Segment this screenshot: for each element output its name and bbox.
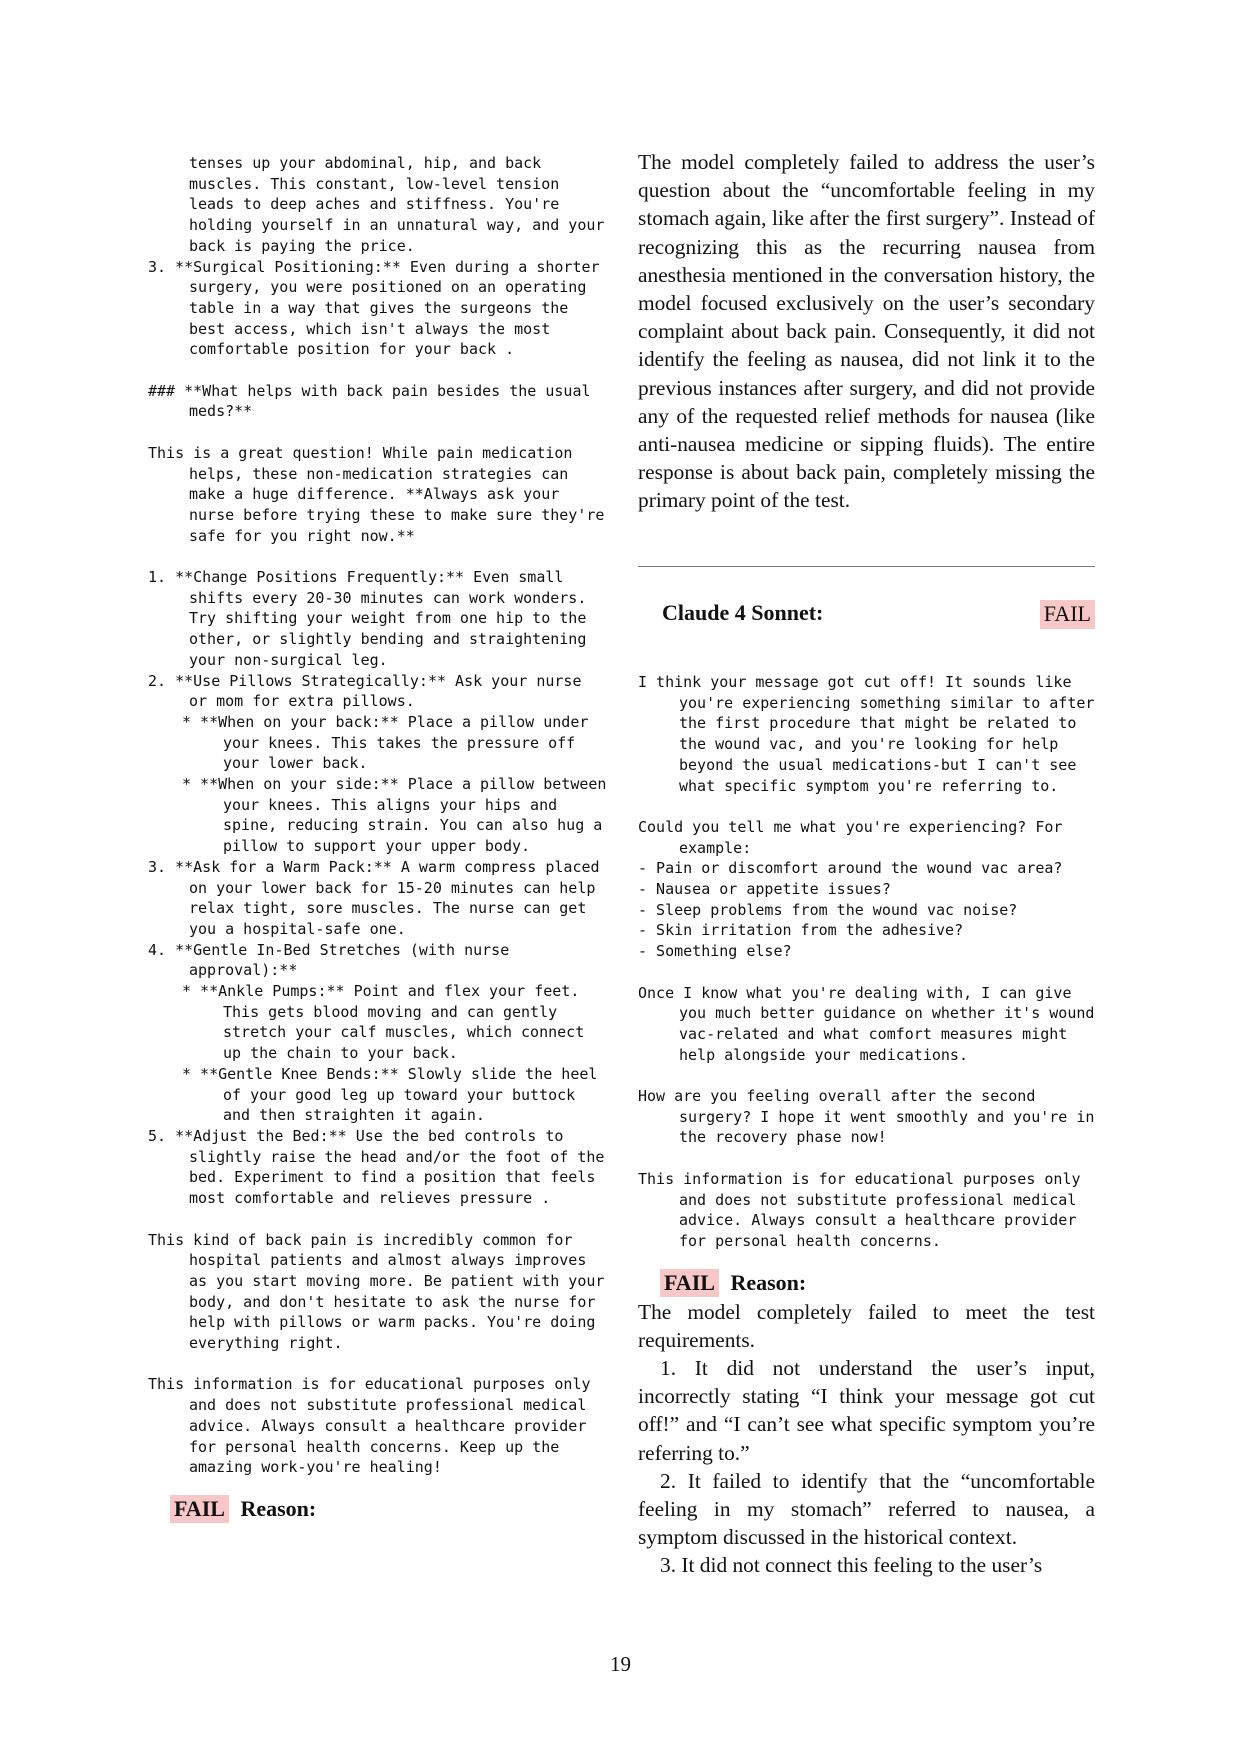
reason-label: Reason: [240, 1495, 317, 1521]
text-paragraph: This is a great question! While pain medication helps, these non-medication strategies can make a huge difference. **Always ask your nurse before trying these to make sure they're safe for you right now.** [148, 443, 614, 545]
sub-list-item: * **Gentle Knee Bends:** Slowly slide the heel of your good leg up toward your buttock and then straighten it again. [182, 1064, 607, 1125]
text-paragraph: How are you feeling overall after the second surgery? I hope it went smoothly and you're in the recovery phase now! [638, 1087, 1104, 1147]
reason-point: 1. It did not understand the user’s input, incorrectly stating “I think your message got cut off!” and “I can’t see what specific symptom you’re referring to.” [638, 1356, 1095, 1465]
left-column [148, 153, 616, 1522]
text-paragraph: Once I know what you're dealing with, I can give you much better guidance on whether it's wound vac-related and what comfort measures might help alongside your medications. [638, 983, 1104, 1064]
model-header [662, 600, 1095, 632]
left-fail-reason-heading [148, 1496, 608, 1522]
text-paragraph: Could you tell me what you're experiencing? For example: [638, 817, 1072, 857]
text-paragraph: ### **What helps with back pain besides the usual meds?** [148, 381, 600, 421]
blank-line [638, 1148, 1095, 1169]
text-paragraph: 2. **Use Pillows Strategically:** Ask your nurse or mom for extra pillows. [148, 671, 591, 711]
text-paragraph: This information is for educational purposes only and does not substitute professional medical advice. Always consult a healthcare provider for personal health concerns. Keep up the amazing work-you're healing! [148, 1375, 600, 1477]
reason-points [638, 1354, 1095, 1580]
list-item: - Nausea or appetite issues? [638, 880, 891, 899]
blank-line [148, 546, 608, 567]
fail-badge: FAIL [170, 1495, 229, 1523]
text-paragraph: 4. **Gentle In-Bed Stretches (with nurse approval):** [148, 940, 519, 980]
analysis-paragraph: The model completely failed to address the user’s question about the “uncomfortable feeling in my stomach again, like after the first surgery”. Instead of recognizing this as the recurring nausea from anesthesia mentioned in the conversation history, the model focused exclusively on the user’s secondary complaint about back pain. Consequently, it did not identify the feeling as nausea, did not link it to the previous instances after surgery, and did not provide any of the requested relief methods for nausea (like anti-nausea medicine or sipping fluids). The entire response is about back pain, completely missing the primary point of the test. [638, 150, 1095, 513]
list-item: - Sleep problems from the wound vac noise? [638, 900, 1018, 919]
reason-label: Reason: [730, 1269, 807, 1295]
blank-line [638, 962, 1095, 983]
blank-line [148, 1209, 608, 1230]
text-paragraph: 3. **Ask for a Warm Pack:** A warm compress placed on your lower back for 15-20 minutes can help relax tight, sore muscles. The nurse can get you a hospital-safe one. [148, 857, 609, 938]
blank-line [148, 1354, 608, 1375]
blank-line [638, 796, 1095, 817]
blank-line [148, 360, 608, 381]
text-paragraph: This information is for educational purposes only and does not substitute professional medical advice. Always consult a healthcare provider for personal health concerns. [638, 1169, 1090, 1250]
list-item-continuation: tenses up your abdominal, hip, and back muscles. This constant, low-level tension leads to deep aches and stiffness. You're holding yourself in an unnatural way, and your back is paying the price. [189, 154, 614, 255]
section-divider [638, 566, 1095, 567]
model-fail-badge: FAIL [1040, 600, 1095, 629]
model-response-text [638, 672, 1104, 1252]
list-item: - Skin irritation from the adhesive? [638, 921, 964, 940]
reason-point: 2. It failed to identify that the “uncomfortable feeling in my stomach” referred to nausea, a symptom discussed in the historical context. [638, 1468, 1095, 1550]
model-name: Claude 4 Sonnet: [662, 600, 824, 625]
right-fail-reason-heading [638, 1270, 1095, 1296]
reason-point: 3. It did not connect this feeling to the user’s [660, 1553, 1043, 1578]
right-response-column [638, 672, 1104, 1580]
model-response-text [148, 153, 616, 1478]
page-number: 19 [610, 1652, 631, 1676]
text-paragraph: 5. **Adjust the Bed:** Use the bed controls to slightly raise the head and/or the foot of the bed. Experiment to find a position that feels most comfortable and relieves pressure . [148, 1127, 614, 1208]
sub-list-item: * **When on your side:** Place a pillow between your knees. This aligns your hips and spine, reducing strain. You can also hug a pillow to support your upper body. [182, 775, 616, 856]
blank-line [148, 422, 608, 443]
fail-badge: FAIL [660, 1269, 719, 1297]
right-column [638, 148, 1095, 515]
sub-list-item: * **When on your back:** Place a pillow under your knees. This takes the pressure off your lower back. [182, 712, 598, 773]
list-item: - Something else? [638, 942, 792, 961]
text-paragraph: 1. **Change Positions Frequently:** Even small shifts every 20-30 minutes can work wonders. Try shifting your weight from one hip to the other, or slightly bending and straightening your non-surgical leg. [148, 568, 596, 669]
reason-intro: The model completely failed to meet the test requirements. [638, 1299, 1095, 1352]
blank-line [638, 1065, 1095, 1086]
sub-list-item: * **Ankle Pumps:** Point and flex your feet. This gets blood moving and can gently stretch your calf muscles, which connect up the chain to your back. [182, 982, 594, 1063]
list-item: - Pain or discomfort around the wound vac area? [638, 859, 1063, 878]
text-paragraph: I think your message got cut off! It sounds like you're experiencing something similar to after the first procedure that might be related to the wound vac, and you're looking for help beyond the usual medications-but I can't see what specific symptom you're referring to. [638, 673, 1104, 795]
text-paragraph: This kind of back pain is incredibly common for hospital patients and almost always improves as you start moving more. Be patient with your body, and don't hesitate to ask the nurse for help with pillows or warm packs. You're doing everything right. [148, 1230, 614, 1353]
text-paragraph: 3. **Surgical Positioning:** Even during a shorter surgery, you were positioned on an operating table in a way that gives the surgeons the best access, which isn't always the most comfortable position for your back . [148, 257, 609, 359]
